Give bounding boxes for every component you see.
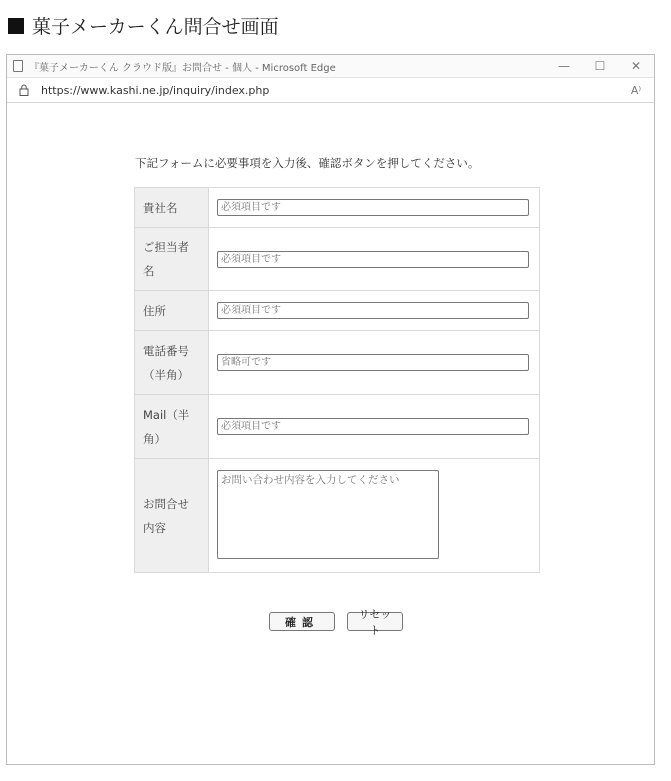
form-instruction: 下記フォームに必要事項を入力後、確認ボタンを押してください。 (135, 156, 480, 170)
address-input[interactable] (217, 302, 529, 319)
phone-label: 電話番号（半角） (135, 331, 209, 395)
inquiry-content-label: お問合せ内容 (135, 459, 209, 573)
minimize-button[interactable]: — (558, 59, 570, 73)
form-row-address (135, 291, 540, 331)
address-label: 住所 (135, 291, 209, 331)
page-title: 菓子メーカーくん問合せ画面 (32, 16, 279, 38)
contact-person-label: ご担当者名 (135, 228, 209, 291)
lock-icon (19, 84, 29, 96)
window-controls (546, 55, 654, 77)
maximize-button[interactable]: ☐ (594, 59, 606, 73)
window-title: 『菓子メーカーくん クラウド版』お問合せ - 個人 - Microsoft Edge (29, 62, 336, 74)
black-square-icon (8, 18, 24, 34)
read-aloud-icon[interactable]: A⁾ (630, 83, 642, 97)
reset-button[interactable]: リセット (347, 612, 403, 631)
title-bar (7, 55, 654, 77)
form-row-company (135, 188, 540, 228)
form-row-contact (135, 228, 540, 291)
mail-label: Mail（半角） (135, 395, 209, 459)
inquiry-content-textarea[interactable] (217, 470, 439, 559)
company-name-input[interactable] (217, 199, 529, 216)
form-row-mail (135, 395, 540, 459)
url-text[interactable]: https://www.kashi.ne.jp/inquiry/index.php (41, 83, 270, 97)
form-row-inquiry (135, 459, 540, 573)
address-bar[interactable] (7, 77, 654, 103)
confirm-button[interactable]: 確認 (269, 612, 335, 631)
company-name-label: 貴社名 (135, 188, 209, 228)
form-buttons (269, 607, 403, 637)
inquiry-form-table (134, 187, 540, 573)
close-button[interactable]: ✕ (630, 59, 642, 73)
browser-window (6, 54, 655, 765)
mail-input[interactable] (217, 418, 529, 435)
contact-person-input[interactable] (217, 251, 529, 268)
page-heading (8, 12, 279, 39)
form-row-phone (135, 331, 540, 395)
phone-input[interactable] (217, 354, 529, 371)
page-icon (13, 60, 23, 72)
